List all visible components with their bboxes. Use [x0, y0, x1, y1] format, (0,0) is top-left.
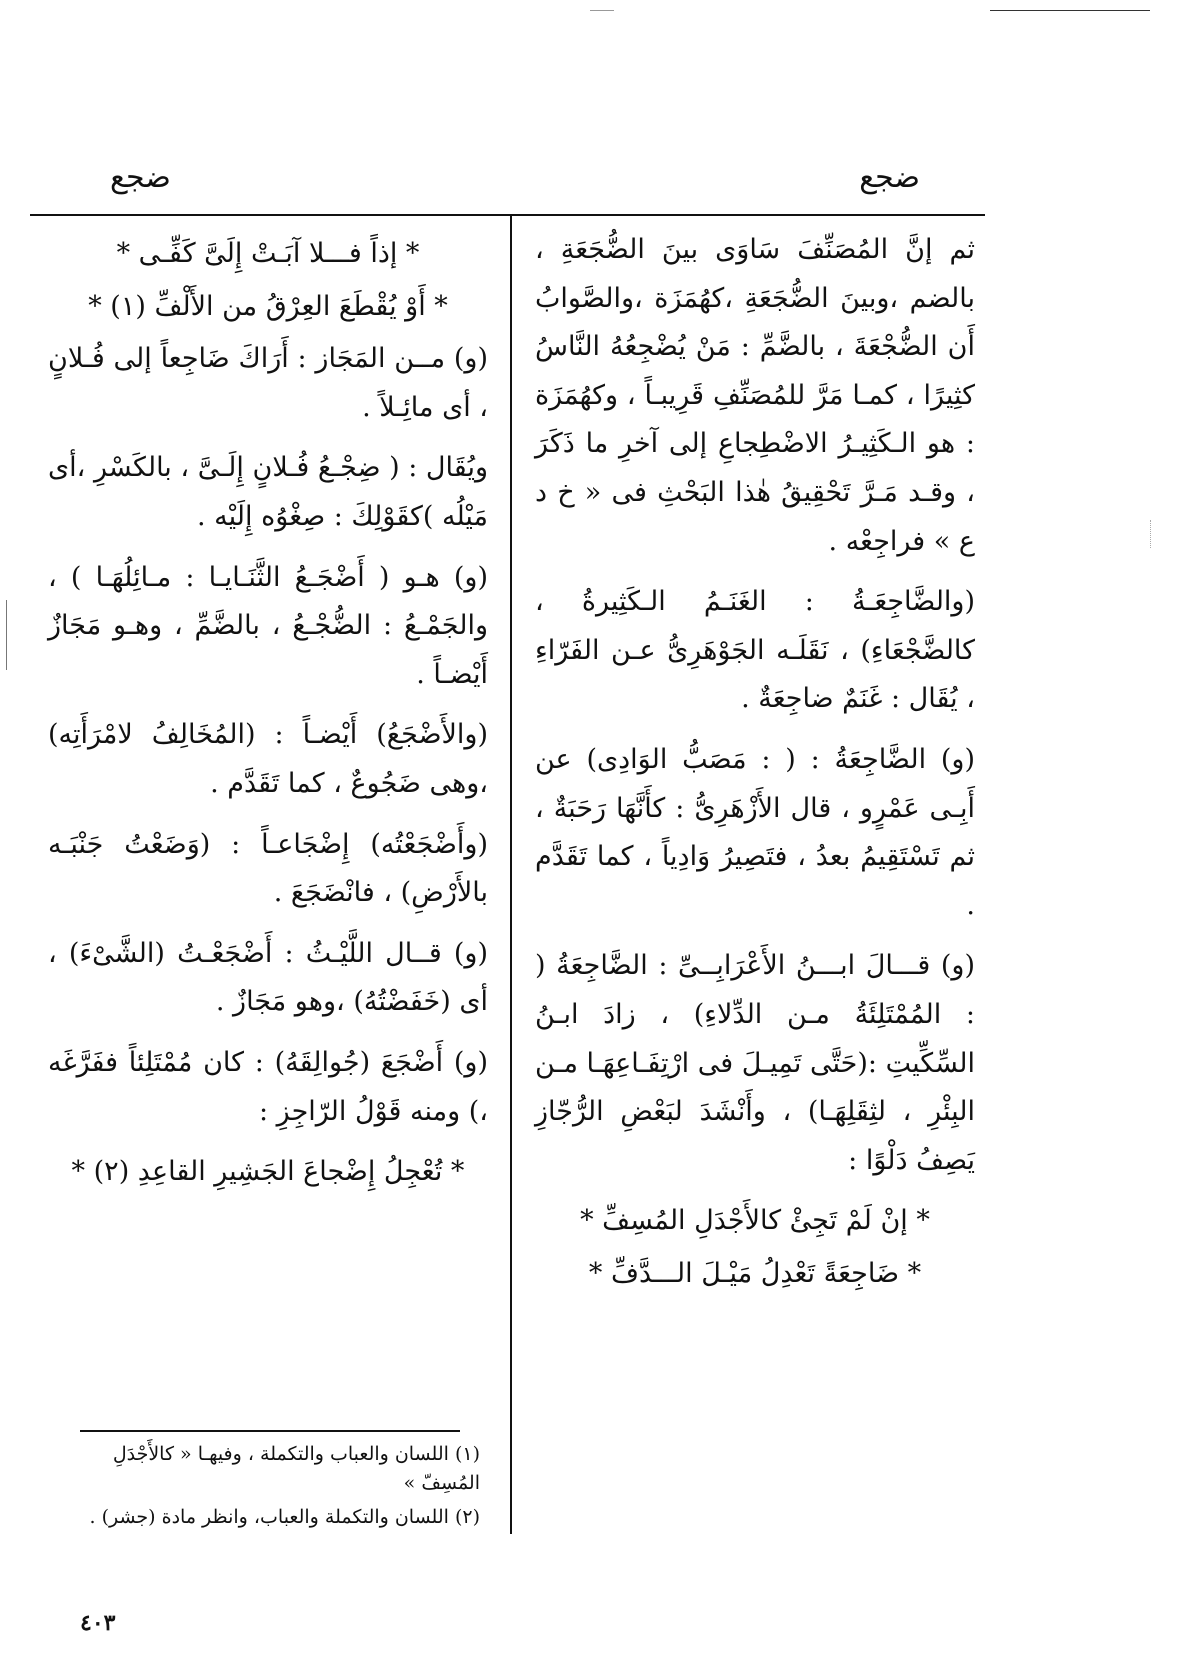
footnotes	[60, 1440, 480, 1536]
paragraph: ثم إنَّ المُصَنِّفَ سَاوَى بينَ الضُّجَعَةِ ، بالضم ،وبينَ الضُّجَعَةِ ،كهُمَزَة ،والصَّوابُ أَن الضُّجْعَةَ ، بالضَّمِّ : مَنْ يُضْجِعُهُ النَّاسُ كثِيرًا ، كمـا مَرَّ للمُصَنِّفِ قَرِيبـاً ، وكهُمَزَة : هو الـكَثِيـرُ الاضْطِجاعِ إلى آخرِ ما ذَكَرَ ، وقـد مَـرَّ تَحْقِيقُ هٰذا البَحْثِ فى « خ د ع » فراجِعْه .	[535, 234, 975, 557]
paragraph: (و) هـو ( أَضْجَـعُ الثَّنَـايـا : مـائِلُهَـا ) ، والجَمْـعُ : الضُّجْـعُ ، بالضَّمِّ ، وهـو مَجَازٌ أَيْضـاً .	[48, 561, 488, 690]
paragraph: (وأَضْجَعْتُه) إِضْجَاعـاً : (وَضَعْتُ جَنْبَـه بالأَرْضِ) ، فانْضَجَعَ .	[48, 828, 488, 909]
verse-line: * أَوْ يُقْطَعَ العِرْقُ من الأَلْفِّ (١) *	[88, 290, 448, 322]
header-right-word: ضجع	[859, 160, 920, 195]
page-number: ٤٠٣	[80, 1610, 116, 1636]
footnote: (٢) اللسان والتكملة والعباب، وانظر مادة (جشر) .	[89, 1505, 480, 1528]
header-left-word: ضجع	[110, 160, 171, 195]
running-header	[30, 160, 995, 220]
margin-mark	[6, 600, 7, 670]
footnote: (١) اللسان والعباب والتكملة ، وفيهـا « كالأَجْدَلِ المُسِفّ »	[112, 1443, 480, 1495]
paragraph: (و) قــال اللَّيْـثُ : أَضْجَعْـتُ (الشَّىْءَ) ، أى (خَفَضْتُهُ) ،وهو مَجَازٌ .	[48, 937, 488, 1018]
paragraph: (والأَضْجَعُ) أَيْضـاً : (المُخَالِفُ لامْرَأَتِه) ،وهى ضَجُوعٌ ، كما تَقَدَّم .	[48, 719, 488, 799]
footnote-rule	[80, 1430, 460, 1432]
paragraph: (و) قـــالَ ابـــنُ الأَعْرَابِــىِّ : الضَّاجِعَةُ ( : المُمْتَلِئَةُ مـن الدِّلاءِ) ، زادَ ابـنُ السِّكِّيتِ :(حَتَّى تَمِيـلَ فى ارْتِفَـاعِهَـا مـن البِئْرِ ، لثِقَلِهَـا) ، وأَنْشَدَ لبَعْضِ الرُّجّازِ يَصِفُ دَلْوًا :	[535, 950, 975, 1176]
paragraph: (والضَّاجِعَـةُ : الغَنَـمُ الـكَثِيرةُ ، كالضَّجْعَاءِ) ، نَقَلَـه الجَوْهَرِىُّ عـن الفَرّاءِ ، يُقَال : غَنَمٌ ضاجِعَةٌ .	[535, 586, 975, 715]
paragraph: ويُقَال : ( ضِجْـعُ فُـلانٍ إِلَـىَّ ، بالكَسْرِ ،أى مَيْلُه )كقَوْلِكَ : صِغْوُه إِلَيْه .	[48, 452, 488, 532]
margin-mark-right	[1150, 520, 1151, 548]
verse-line: * إذاً فـــلا آبَـتْ إِلَىَّ كَفِّـى *	[116, 238, 420, 269]
verse-line: * تُعْجِلُ إِضْجاعَ الجَشِيرِ القاعِدِ (٢) *	[71, 1156, 465, 1188]
verse-line: * ضَاجِعَةً تَعْدِلُ مَيْـلَ الـــدَّفِّ *	[588, 1257, 922, 1289]
paragraph: (و) مــن المَجَاز : أَرَاكَ ضَاجِعاً إلى فُـلانٍ ، أى مائِـلاً .	[48, 343, 488, 423]
top-center-rule	[590, 10, 614, 11]
paragraph: (و) أَضْجَعَ (جُوالِقَهُ) : كان مُمْتَلِئاً ففَرَّغَه ،) ومنه قَوْلُ الرّاجِزِ :	[48, 1046, 488, 1127]
top-right-rule	[990, 10, 1150, 11]
right-column	[535, 226, 975, 1302]
header-rule	[30, 214, 985, 216]
column-divider	[510, 214, 512, 1534]
paragraph: (و) الضَّاجِعَةُ : ( : مَصَبُّ الوَادِى) عن أَبِـى عَمْرٍو ، قال الأَزْهَرِىُّ : كأَنَّهَا رَحَبَةٌ ، ثم تَسْتَقِيمُ بعدُ ، فتَصِيرُ وَادِياً ، كما تَقَدَّم .	[535, 743, 975, 921]
verse-line: * إنْ لَمْ تَجِئْ كالأَجْدَلِ المُسِفِّ *	[580, 1205, 930, 1237]
left-column	[48, 226, 488, 1201]
